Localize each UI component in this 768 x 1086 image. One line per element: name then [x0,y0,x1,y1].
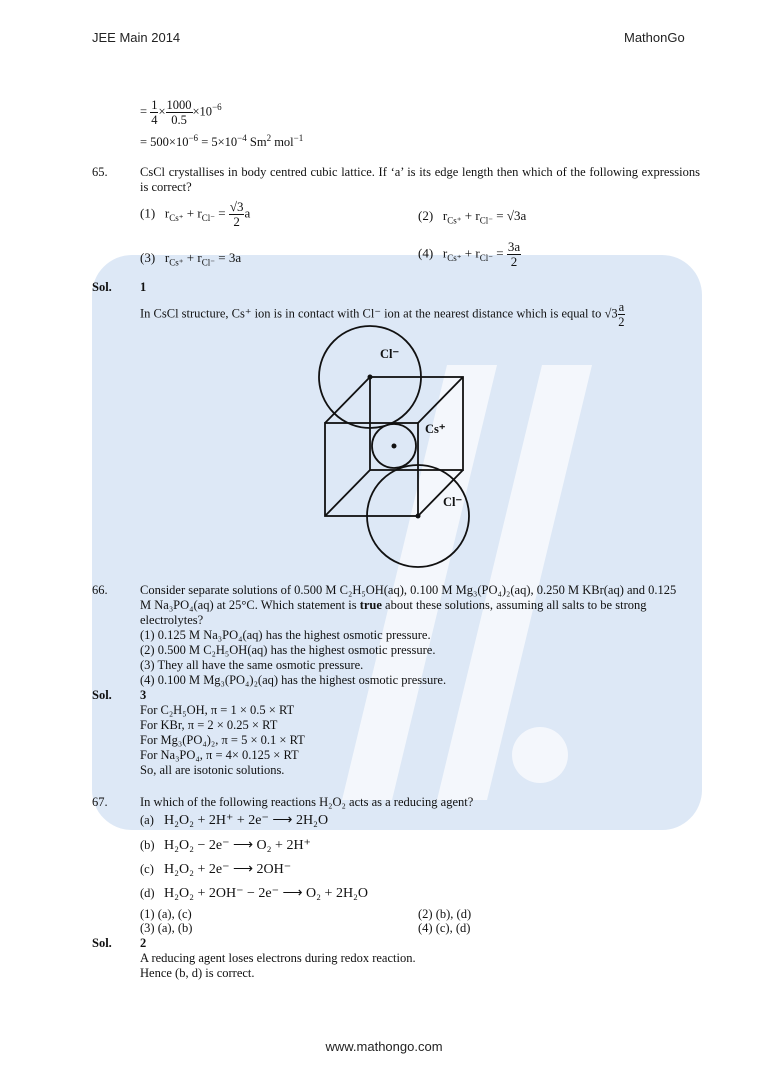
reaction-d: (d) H₂O₂ + 2OH⁻ − 2e⁻ ⟶ O₂ + 2H₂O [140,886,369,901]
q67-option-2: (2) (b), (d) [418,907,472,921]
q66-option-1: (1) 0.125 M Na₃PO₄(aq) has the highest osmotic pressure. [140,628,431,642]
question-text-67: In which of the following reactions H₂O₂ acts as a reducing agent? [140,795,474,809]
q67-option-3: (3) (a), (b) [140,921,193,935]
sol-label-65: Sol. [92,280,112,294]
q66-option-3: (3) They all have the same osmotic pressure. [140,658,364,672]
footer-url[interactable]: www.mathongo.com [325,1039,443,1054]
sol-answer-65: 1 [140,280,147,294]
diagram-label-cl-bottom: Cl⁻ [443,495,463,509]
question-number-65: 65. [92,165,108,179]
sol-answer-66: 3 [140,688,147,702]
diagram-label-cs: Cs⁺ [425,422,446,436]
q66-option-4: (4) 0.100 M Mg₃(PO₄)₂(aq) has the highest osmotic pressure. [140,673,447,687]
prev-line-1: = $\frac{1}{4}$ × $\frac{1000}{0.5}$ $\times 10^{-6}$ [140,98,222,127]
q65-option-1: (1) $r_{Cs^+} + r_{Cl^-}$ = $\frac{√3}{2}$ a [140,199,251,229]
sol-line: So, all are isotonic solutions. [140,763,285,777]
header-brand: MathonGo [624,30,685,45]
sol-line: For C₂H₅OH, π = 1 × 0.5 × RT [140,703,295,717]
sol-label-67: Sol. [92,936,112,950]
q67-option-4: (4) (c), (d) [418,921,471,935]
sol-line: A reducing agent loses electrons during redox reaction. [140,951,416,965]
diagram-label-cl-top: Cl⁻ [380,347,400,361]
q65-option-4: (4) $r_{Cs^+} + r_{Cl^-}$ = $\frac{3a}{2}$ [418,239,521,269]
q65-option-3: (3) $r_{Cs^+} + r_{Cl^-} = 3a$ [140,250,242,268]
q67-option-1: (1) (a), (c) [140,907,192,921]
question-text-65: CsCl crystallises in body centred cubic lattice. If ‘a’ is its edge length then which of the following expressions is correct? [140,165,700,194]
sol-lines-66 [140,703,700,778]
header-title: JEE Main 2014 [92,30,181,45]
sol-line: For KBr, π = 2 × 0.25 × RT [140,718,278,732]
question-number-66: 66. [92,583,108,597]
sol-line: For Mg₃(PO₄)₂, π = 5 × 0.1 × RT [140,733,305,747]
reaction-c: (c) H₂O₂ + 2e⁻ ⟶ 2OH⁻ [140,862,292,877]
sol-label-66: Sol. [92,688,112,702]
q65-option-2: (2) $r_{Cs^+} + r_{Cl^-} = √3a$ [418,208,527,226]
question-number-67: 67. [92,795,108,809]
question-text-66: Consider separate solutions of 0.500 M C₂H₅OH(aq), 0.100 M Mg₃(PO₄)₂(aq), 0.250 M KBr(aq) and 0.125 M Na₃PO₄(aq) at 25°C. Which statement is true about these solutions, assuming all salts to be strong electrolytes? [140,583,677,627]
sol-answer-67: 2 [140,936,147,950]
sol-line: Hence (b, d) is correct. [140,966,255,980]
prev-line-2: = $500\times 10^{-6} = 5\times 10^{-4}$ Sm$^2$ mol$^{-1}$ [140,133,304,150]
reaction-a: (a) H₂O₂ + 2H⁺ + 2e⁻ ⟶ 2H₂O [140,813,329,828]
sol-line: For Na₃PO₄, π = 4× 0.125 × RT [140,748,299,762]
q66-option-2: (2) 0.500 M C₂H₅OH(aq) has the highest osmotic pressure. [140,643,436,657]
reaction-b: (b) H₂O₂ − 2e⁻ ⟶ O₂ + 2H⁺ [140,838,311,853]
sol-explanation-65: In CsCl structure, Cs⁺ ion is in contact with Cl⁻ ion at the nearest distance which is equal to √3 $\frac{a}{2}$ [140,300,625,329]
sol-lines-67 [140,951,700,981]
q66-options [140,628,700,688]
